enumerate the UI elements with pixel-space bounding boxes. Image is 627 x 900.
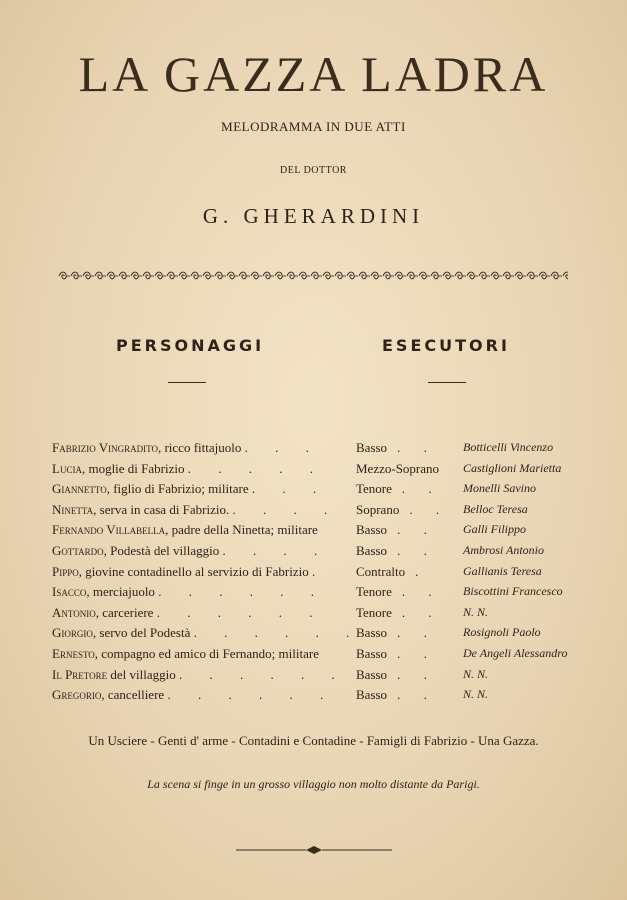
voice-type: Mezzo-Soprano <box>356 460 440 476</box>
performer-name: Gallianis Teresa <box>463 563 542 578</box>
voice-type: Basso <box>356 522 388 538</box>
leader-dots: . . . . . . <box>167 687 336 703</box>
character-name: Fernando Villabella <box>52 522 166 538</box>
cast-row <box>0 605 627 626</box>
performer-name: N. N. <box>463 604 489 619</box>
character-name: Gregorio <box>52 687 102 703</box>
cast-list <box>0 440 627 708</box>
character-description: , padre della Ninetta; militare <box>165 522 318 538</box>
cast-row <box>0 625 627 646</box>
character-description: , figlio di Fabrizio; militare <box>106 481 249 497</box>
opera-title: LA GAZZA LADRA <box>78 46 549 102</box>
voice-dots: . . <box>409 501 450 517</box>
cast-row <box>0 543 627 564</box>
decorative-border-ornament <box>58 268 568 284</box>
voice-dots: . . <box>397 687 437 703</box>
leader-dots: . . . . . . <box>156 604 325 620</box>
voice-type: Tenore <box>356 481 392 497</box>
character-description: , giovine contadinello al servizio di Fabrizio <box>78 563 309 579</box>
performer-name: Belloc Teresa <box>463 501 528 516</box>
cast-row <box>0 667 627 688</box>
voice-type: Tenore <box>356 584 392 600</box>
cast-row <box>0 564 627 585</box>
voice-dots: . . <box>401 584 442 600</box>
author-name: G. GHERARDINI <box>202 204 425 228</box>
character-description: , ricco fittajuolo <box>157 440 242 455</box>
performer-name: N. N. <box>463 687 489 702</box>
performer-name: Monelli Savino <box>463 481 536 496</box>
cast-row <box>0 522 627 543</box>
performer-name: Castiglioni Marietta <box>463 460 562 475</box>
character-name: Lucia <box>52 460 82 476</box>
voice-dots: . . <box>397 522 437 538</box>
character-name: Antonio <box>52 604 96 620</box>
voice-dots: . . <box>397 666 437 682</box>
performer-name: N. N. <box>463 666 489 681</box>
leader-dots: . . . . . . <box>193 625 362 641</box>
voice-type: Contralto <box>356 563 406 579</box>
voice-dots: . . <box>397 440 437 455</box>
character-name: Ninetta <box>52 501 94 517</box>
voice-type: Basso <box>356 666 388 682</box>
performer-name: Botticelli Vincenzo <box>463 440 554 454</box>
leader-dots: . . . . <box>222 542 330 558</box>
character-name: Giorgio <box>52 625 93 641</box>
voice-dots: . . <box>397 625 437 641</box>
author-prefix: DEL DOTTOR <box>280 165 347 176</box>
voice-dots: . . <box>401 481 442 497</box>
voice-type: Basso <box>356 440 388 455</box>
leader-dots: . . . <box>251 481 329 497</box>
character-description: , moglie di Fabrizio <box>81 460 185 476</box>
character-description: , carceriere <box>95 604 154 620</box>
performer-name: Ambrosi Antonio <box>463 542 545 557</box>
character-description: , Podestà del villaggio <box>103 542 220 558</box>
voice-type: Basso <box>356 645 388 661</box>
header-characters: PERSONAGGI <box>116 336 265 355</box>
performer-name: De Angeli Alessandro <box>463 645 568 660</box>
character-name: Giannetto <box>52 481 107 497</box>
voice-dots: . . <box>401 604 442 620</box>
cast-row <box>0 502 627 523</box>
cast-row <box>0 584 627 605</box>
cast-row <box>0 687 627 708</box>
voice-type: Soprano <box>356 501 400 517</box>
voice-type: Tenore <box>356 604 392 620</box>
header-rule-right <box>428 382 466 383</box>
character-name: Il Pretore <box>52 666 108 682</box>
character-description: , cancelliere <box>101 687 165 703</box>
voice-dots: . . <box>397 645 437 661</box>
character-description: , compagno ed amico di Fernando; militare <box>94 645 319 661</box>
voice-dots: . <box>415 563 429 579</box>
performer-name: Biscottini Francesco <box>463 584 563 599</box>
performer-name: Rosignoli Paolo <box>463 625 541 640</box>
scene-note: La scena si finge in un grosso villaggio non molto distante da Parigi. <box>147 777 480 791</box>
performer-name: Galli Filippo <box>463 522 526 537</box>
character-description: , serva in casa di Fabrizio. <box>93 501 230 517</box>
cast-row <box>0 440 627 461</box>
leader-dots: . . . . . <box>187 460 325 476</box>
leader-dots: . <box>311 563 328 579</box>
extras-line: Un Usciere - Genti d' arme - Contadini e Contadine - Famigli di Fabrizio - Una Gazza. <box>88 733 539 748</box>
cast-row <box>0 646 627 667</box>
voice-dots: . . <box>397 542 437 558</box>
leader-dots: . . . . . . <box>179 666 347 682</box>
character-description: , servo del Podestà <box>92 625 191 641</box>
character-name: Isacco <box>52 584 87 600</box>
character-name: Ernesto <box>52 645 95 661</box>
voice-type: Basso <box>356 542 388 558</box>
leader-dots: . . . . . . <box>158 584 326 600</box>
character-description: , merciajuolo <box>86 584 155 600</box>
voice-type: Basso <box>356 687 388 703</box>
character-name: Gottardo <box>52 542 104 558</box>
leader-dots: . . . . <box>232 501 340 517</box>
character-name: Fabrizio Vingradito <box>52 440 158 455</box>
character-description: del villaggio <box>107 666 176 682</box>
opera-subtitle: MELODRAMMA IN DUE ATTI <box>221 119 406 134</box>
voice-type: Basso <box>356 625 388 641</box>
header-rule-left <box>168 382 206 383</box>
leader-dots: . . . <box>244 440 321 455</box>
character-name: Pippo <box>52 563 79 579</box>
header-performers: ESECUTORI <box>382 336 510 355</box>
cast-row <box>0 461 627 482</box>
cast-row <box>0 481 627 502</box>
end-ornament <box>236 845 392 855</box>
